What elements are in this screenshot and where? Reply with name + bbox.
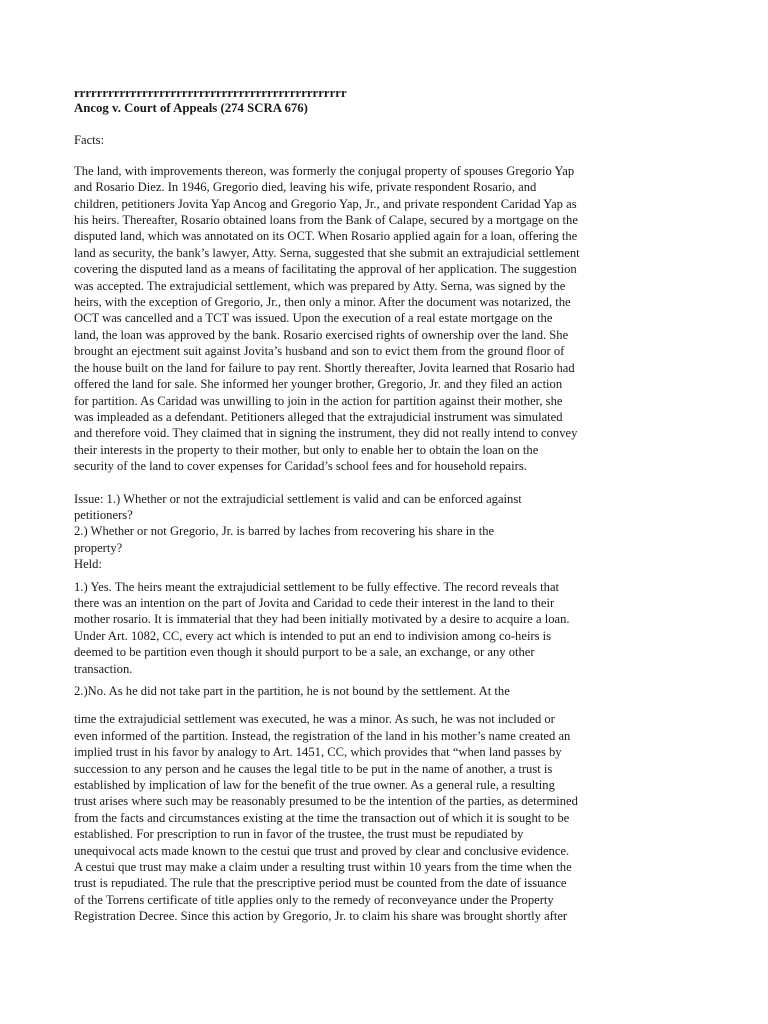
facts-line: disputed land, which was annotated on its OCT. When Rosario applied again for a loan, offering the: [74, 229, 578, 244]
issue-line: Held:: [74, 557, 102, 572]
held-1-line: 1.) Yes. The heirs meant the extrajudicial settlement to be fully effective. The record reveals that: [74, 579, 560, 594]
held-2-line: trust is repudiated. The rule that the prescriptive period must be counted from the date of issuance: [74, 876, 567, 891]
held-2-line: A cestui que trust may make a claim under a resulting trust within 10 years from the time when the: [74, 860, 572, 875]
separator-line: rrrrrrrrrrrrrrrrrrrrrrrrrrrrrrrrrrrrrrrrrrrrrrrr: [74, 86, 347, 100]
facts-line: OCT was cancelled and a TCT was issued. Upon the execution of a real estate mortgage on the: [74, 311, 553, 326]
issue-line: Issue: 1.) Whether or not the extrajudicial settlement is valid and can be enforced against: [74, 491, 522, 506]
facts-line: offered the land for sale. She informed her younger brother, Gregorio, Jr. and they filed an action: [74, 377, 563, 392]
issue-line: petitioners?: [74, 507, 133, 522]
facts-line: for partition. As Caridad was unwilling to join in the action for partition against their mother, she: [74, 393, 563, 408]
held-1-line: mother rosario. It is immaterial that they had been initially motivated by a desire to acquire a loan.: [74, 612, 570, 627]
held-2-line: trust arises where such may be reasonably presumed to be the intention of the parties, as determined: [74, 794, 578, 809]
issue-line: 2.) Whether or not Gregorio, Jr. is barred by laches from recovering his share in the: [74, 524, 495, 539]
facts-line: brought an ejectment suit against Jovita’s husband and son to evict them from the ground floor of: [74, 344, 565, 359]
issue-line: property?: [74, 540, 123, 555]
issues-paragraph: [74, 491, 710, 573]
facts-line: children, petitioners Jovita Yap Ancog and Gregorio Yap, Jr., and private respondent Caridad Yap as: [74, 196, 577, 211]
facts-heading: Facts:: [74, 133, 105, 148]
held-1-line: deemed to be partition even though it should purport to be a sale, an exchange, or any other: [74, 645, 535, 660]
case-title: Ancog v. Court of Appeals (274 SCRA 676): [74, 101, 308, 115]
held-1-line: transaction.: [74, 661, 133, 676]
held-answer-2: [74, 711, 710, 924]
held-answer-1: [74, 579, 710, 677]
held-2-line: succession to any person and he causes the legal title to be put in the name of another, a trust is: [74, 761, 553, 776]
held-2-line: unequivocal acts made known to the cestui que trust and proved by clear and conclusive evidence.: [74, 843, 570, 858]
facts-line: covering the disputed land as a means of facilitating the approval of her application. The suggestion: [74, 262, 577, 277]
held-2-line: of the Torrens certificate of title applies only to the remedy of reconveyance under the Property: [74, 892, 554, 907]
held-2-line: from the facts and circumstances existing at the time the transaction out of which it is sought to be: [74, 810, 570, 825]
facts-line: their interests in the property to their mother, but only to enable her to obtain the loan on the: [74, 442, 539, 457]
facts-paragraph: [74, 163, 710, 475]
held-1-line: Under Art. 1082, CC, every act which is intended to put an end to indivision among co-heirs is: [74, 628, 552, 643]
facts-line: land as security, the bank’s lawyer, Atty. Serna, suggested that she submit an extrajudicial settlement: [74, 245, 580, 260]
held-2-line: even informed of the partition. Instead, the registration of the land in his mother’s name created an: [74, 728, 571, 743]
held-2-line: established by implication of law for the benefit of the true owner. As a general rule, a resulting: [74, 778, 555, 793]
held-1-line: there was an intention on the part of Jovita and Caridad to cede their interest in the land to their: [74, 595, 555, 610]
held-2-line: implied trust in his favor by analogy to Art. 1451, CC, which provides that “when land passes by: [74, 745, 562, 760]
held-2-line: time the extrajudicial settlement was executed, he was a minor. As such, he was not included or: [74, 712, 555, 727]
facts-line: and Rosario Diez. In 1946, Gregorio died, leaving his wife, private respondent Rosario, and: [74, 180, 537, 195]
facts-line: was accepted. The extrajudicial settlement, which was prepared by Atty. Serna, was signed by the: [74, 278, 566, 293]
facts-line: land, the loan was approved by the bank. Rosario exercised rights of ownership over the land. She: [74, 327, 569, 342]
facts-line: security of the land to cover expenses for Caridad’s school fees and for household repairs.: [74, 459, 527, 474]
facts-line: was impleaded as a defendant. Petitioners alleged that the extrajudicial instrument was simulated: [74, 409, 563, 424]
held-answer-2-first-line: 2.)No. As he did not take part in the partition, he is not bound by the settlement. At the: [74, 684, 510, 698]
facts-line: The land, with improvements thereon, was formerly the conjugal property of spouses Gregorio Yap: [74, 163, 575, 178]
held-2-line: established. For prescription to run in favor of the trustee, the trust must be repudiated by: [74, 827, 524, 842]
facts-line: and therefore void. They claimed that in signing the instrument, they did not really intend to convey: [74, 426, 578, 441]
document-page: [74, 86, 710, 925]
facts-line: the house built on the land for failure to pay rent. Shortly thereafter, Jovita learned that Rosario had: [74, 360, 575, 375]
held-2-line: Registration Decree. Since this action by Gregorio, Jr. to claim his share was brought shortly after: [74, 909, 568, 924]
facts-line: his heirs. Thereafter, Rosario obtained loans from the Bank of Calape, secured by a mortgage on the: [74, 213, 578, 228]
facts-line: heirs, with the exception of Gregorio, Jr., then only a minor. After the document was notarized, the: [74, 295, 571, 310]
